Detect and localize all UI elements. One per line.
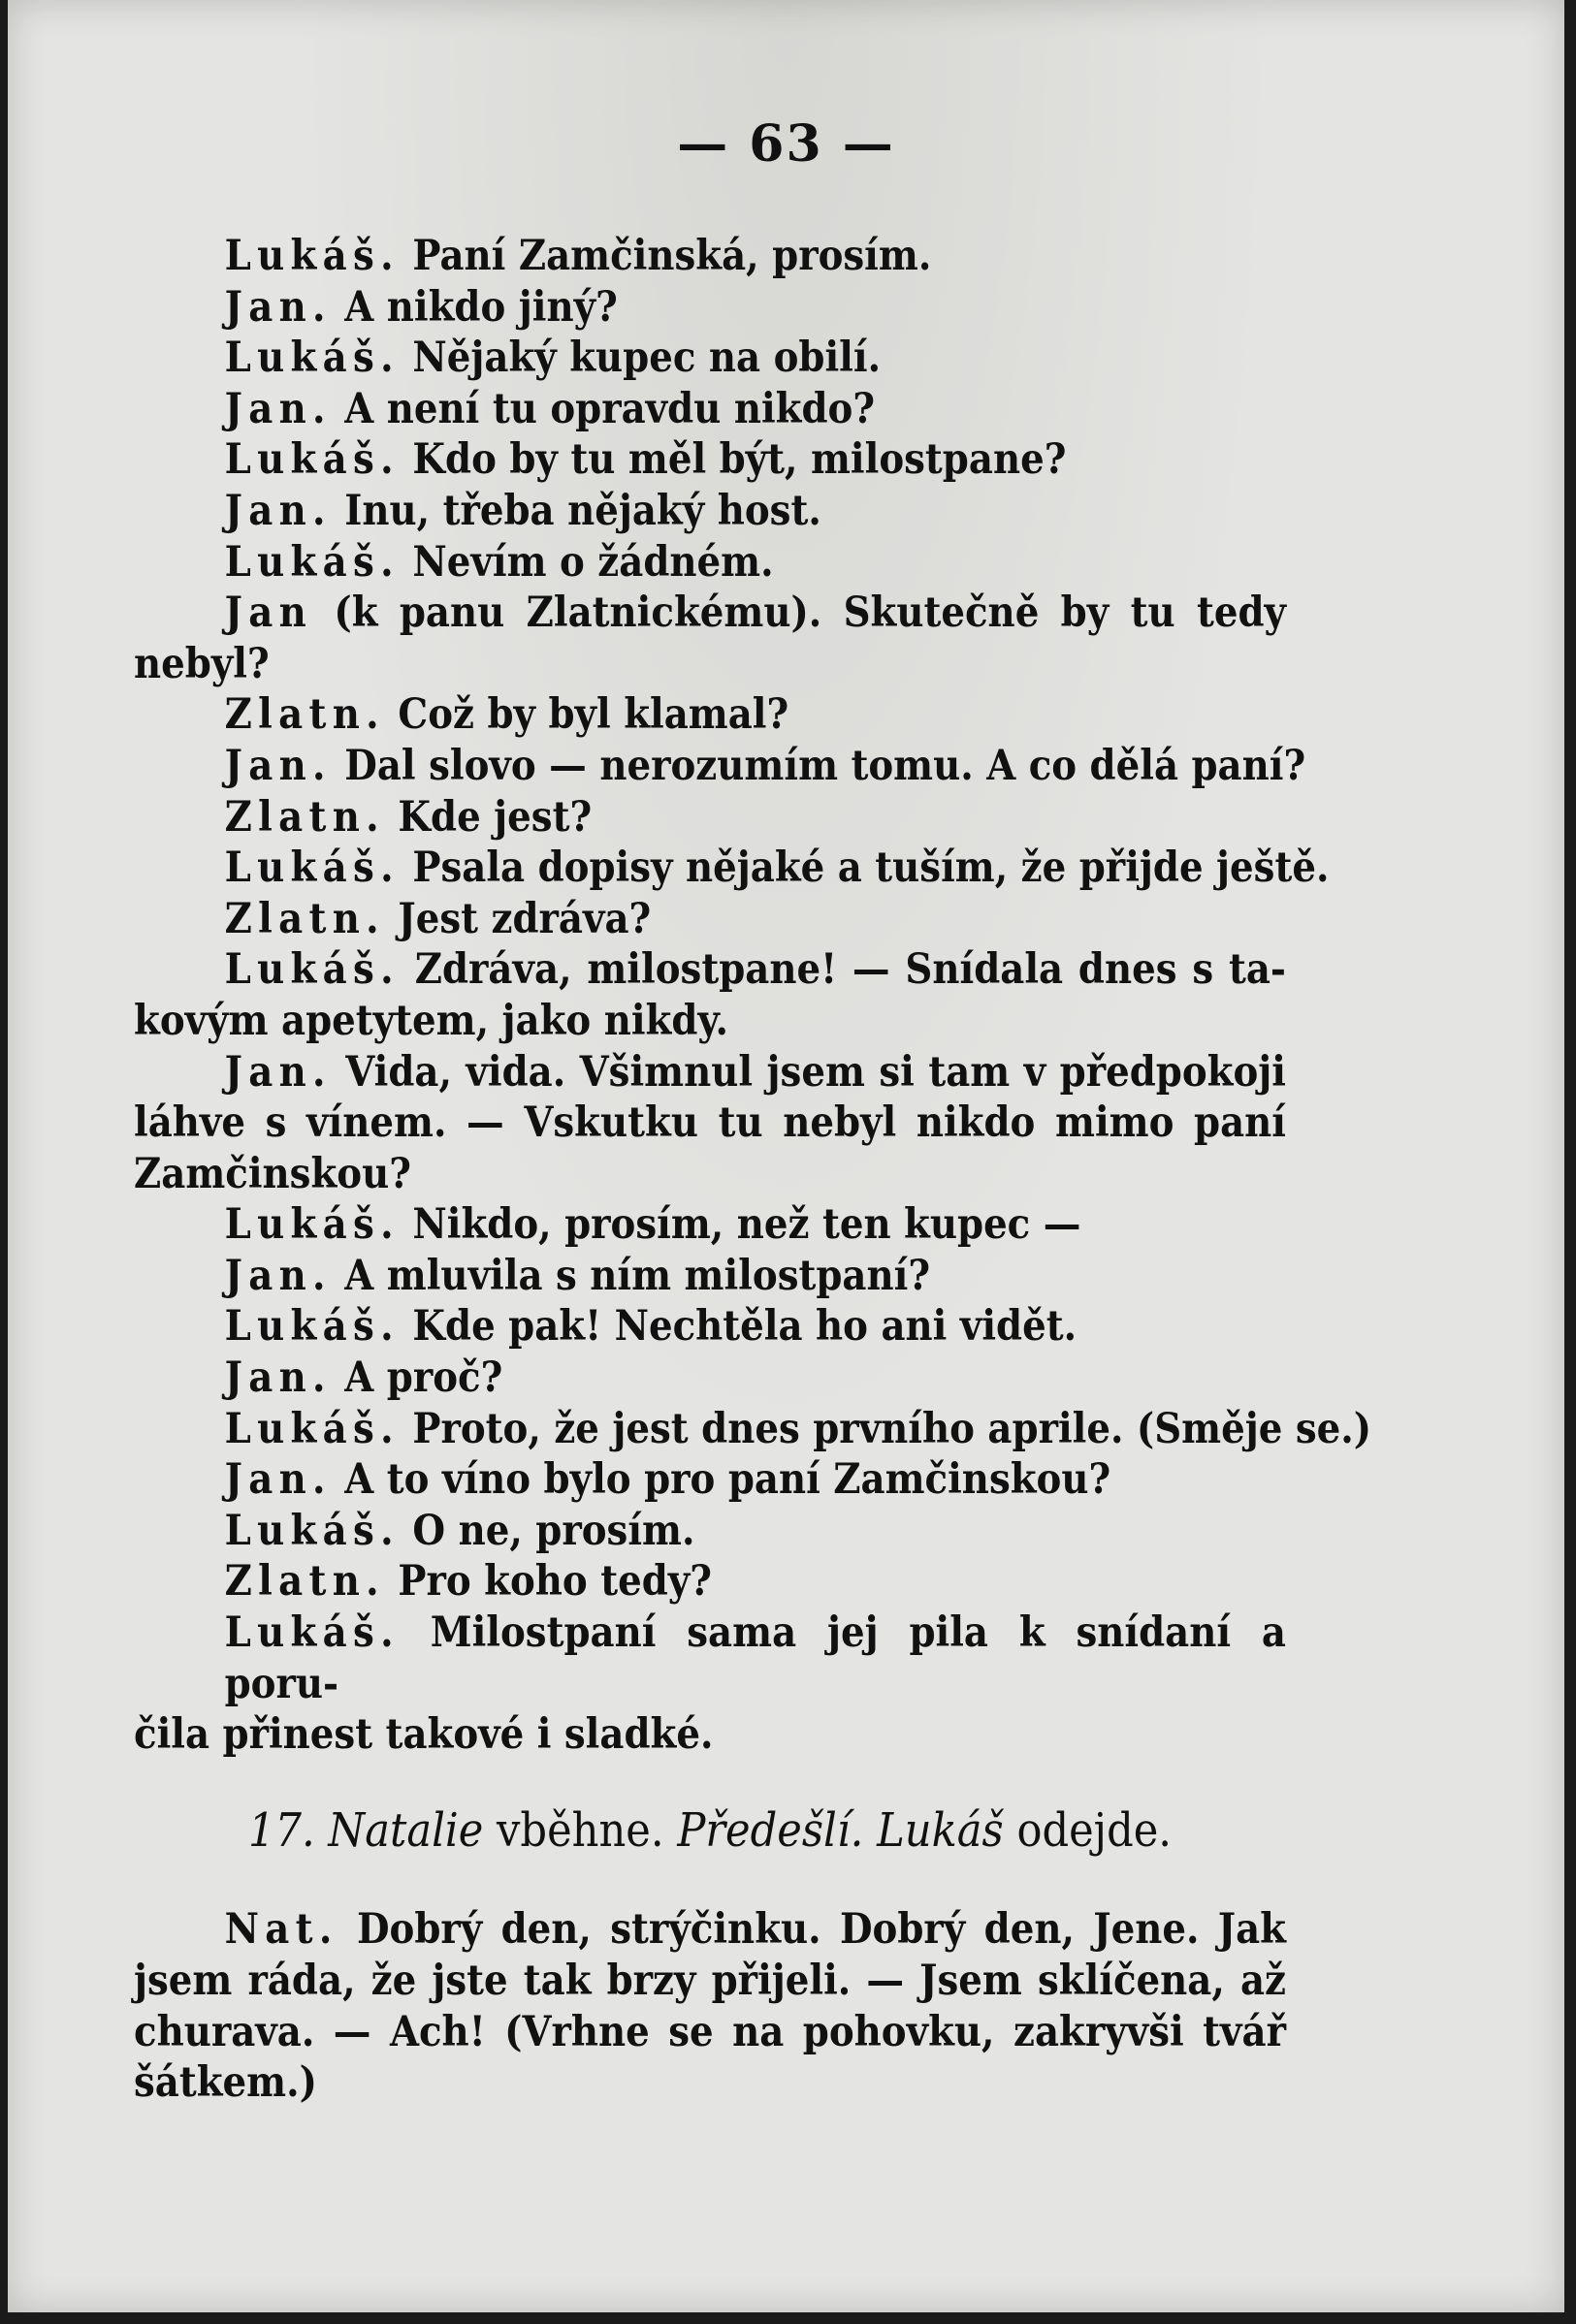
text-line — [134, 944, 1286, 996]
speaker-name: Zlatn. — [224, 894, 385, 943]
speaker-name: Lukáš. — [224, 1608, 400, 1658]
text-line — [134, 486, 1286, 537]
text-line — [134, 1709, 1286, 1761]
line-text: kovým apetytem, jako nikdy. — [134, 996, 728, 1045]
line-text: Vida, vida. Všimnul jsem si tam v předpokoji — [331, 1047, 1286, 1097]
text-line — [134, 2007, 1286, 2058]
text-line — [134, 1301, 1286, 1353]
text-line — [134, 792, 1286, 844]
speaker-name: Jan. — [224, 486, 332, 535]
line-text: Inu, třeba nějaký host. — [331, 486, 821, 535]
page-text — [134, 231, 1372, 2109]
text-line — [134, 639, 1286, 690]
scene-number: 17. — [247, 1802, 315, 1858]
line-text: A proč? — [331, 1353, 503, 1403]
text-line — [134, 894, 1286, 945]
speaker-name: Lukáš. — [224, 1200, 400, 1250]
line-text: Nikdo, prosím, než ten kupec — — [399, 1200, 1081, 1250]
speaker-name: Lukáš. — [224, 537, 400, 587]
text-line — [134, 282, 1286, 334]
line-text: Zdráva, milostpane! — Snídala dnes s ta- — [399, 945, 1286, 995]
line-text: Dobrý den, strýčinku. Dobrý den, Jene. Jak — [338, 1905, 1286, 1955]
line-text: Což by byl klamal? — [384, 690, 789, 740]
speaker-name: Lukáš. — [224, 1302, 400, 1352]
speaker-name: Jan. — [224, 1047, 332, 1097]
text-line — [134, 1506, 1286, 1557]
text-line — [134, 434, 1286, 486]
line-text: A to víno bylo pro paní Zamčinskou? — [331, 1455, 1111, 1505]
line-text: Dal slovo — nerozumím tomu. A co dělá paní? — [331, 741, 1306, 790]
line-text: (k panu Zlatnickému). Skutečně by tu tedy — [312, 589, 1286, 638]
text-line — [134, 1149, 1286, 1200]
speaker-name: Jan. — [224, 1251, 332, 1300]
line-text: Kde jest? — [384, 792, 593, 842]
text-line — [134, 231, 1286, 282]
line-text: Nějaký kupec na obilí. — [399, 334, 882, 383]
scene-leaving: Lukáš — [877, 1802, 1004, 1858]
line-text: Nevím o žádném. — [399, 537, 774, 587]
speaker-name: Lukáš. — [224, 435, 400, 485]
text-line — [134, 384, 1286, 435]
line-text: O ne, prosím. — [399, 1506, 695, 1555]
line-text: nebyl? — [134, 639, 270, 688]
line-text: jsem ráda, že jste tak brzy přijeli. — Jsem sklíčena, až — [134, 1957, 1286, 2005]
line-text: Psala dopisy nějaké a tuším, že přijde ještě. — [399, 844, 1330, 893]
speaker-name: Lukáš. — [224, 844, 400, 893]
scene-action: vběhne. — [483, 1802, 678, 1858]
speaker-name: Jan. — [224, 1353, 332, 1403]
book-page — [8, 0, 1564, 2312]
scene-action-2: odejde. — [1003, 1802, 1173, 1858]
speaker-name: Jan. — [224, 384, 332, 433]
text-line — [134, 1454, 1286, 1506]
text-line — [134, 1904, 1286, 1956]
text-line — [134, 996, 1286, 1047]
line-text: churava. — Ach! (Vrhne se na pohovku, zakryvši tvář — [134, 2007, 1286, 2056]
speaker-name: Zlatn. — [224, 1557, 385, 1607]
text-line — [134, 588, 1286, 639]
speaker-name: Zlatn. — [224, 792, 385, 842]
text-line — [134, 1251, 1286, 1302]
page-number: — 63 — — [677, 114, 895, 174]
speaker-name: Lukáš. — [224, 945, 400, 995]
speaker-name: Zlatn. — [224, 690, 385, 740]
speaker-name: Nat. — [224, 1905, 338, 1955]
speaker-name: Lukáš. — [224, 1404, 400, 1453]
speaker-name: Lukáš. — [224, 232, 400, 280]
text-line — [134, 1353, 1286, 1404]
text-line — [134, 2057, 1286, 2109]
text-line — [134, 1404, 1372, 1455]
text-line — [134, 1608, 1286, 1709]
line-text: Proto, že jest dnes prvního aprile. (Směje se.) — [399, 1404, 1372, 1453]
line-text: Jest zdráva? — [384, 894, 652, 943]
scene-others: Předešlí. — [677, 1802, 864, 1858]
text-line — [134, 843, 1330, 894]
line-text: A není tu opravdu nikdo? — [331, 384, 876, 433]
dialogue-block-2 — [134, 1904, 1286, 2108]
text-line — [134, 1556, 1286, 1608]
speaker-name: Jan. — [224, 1455, 332, 1505]
line-text: šátkem.) — [134, 2058, 317, 2108]
text-line — [134, 741, 1306, 792]
scene-character: Natalie — [328, 1802, 484, 1858]
line-text: láhve s vínem. — Vskutku tu nebyl nikdo mimo paní — [134, 1098, 1286, 1148]
speaker-name: Jan. — [224, 282, 332, 332]
line-text: Zamčinskou? — [134, 1149, 411, 1198]
scene-heading — [134, 1802, 1286, 1858]
line-text: A mluvila s ním milostpaní? — [331, 1251, 931, 1300]
speaker-name: Jan — [224, 589, 313, 638]
dialogue-block-1 — [134, 231, 1372, 1761]
line-text: Kdo by tu měl být, milostpane? — [399, 435, 1067, 485]
text-line — [134, 333, 1286, 384]
speaker-name: Lukáš. — [224, 1506, 400, 1555]
line-text: čila přinest takové i sladké. — [134, 1710, 714, 1760]
text-line — [134, 689, 1286, 741]
text-line — [134, 1956, 1286, 2007]
text-line — [134, 1199, 1286, 1251]
line-text: Pro koho tedy? — [384, 1557, 712, 1607]
speaker-name: Lukáš. — [224, 334, 400, 383]
line-text: A nikdo jiný? — [331, 282, 618, 332]
line-text: Paní Zamčinská, prosím. — [399, 232, 932, 280]
text-line — [134, 1047, 1286, 1098]
line-text: Kde pak! Nechtěla ho ani vidět. — [399, 1302, 1077, 1352]
text-line — [134, 1098, 1286, 1149]
speaker-name: Jan. — [224, 741, 332, 790]
text-line — [134, 537, 1286, 589]
line-text: Milostpaní sama jej pila k snídaní a poru- — [224, 1608, 1286, 1708]
